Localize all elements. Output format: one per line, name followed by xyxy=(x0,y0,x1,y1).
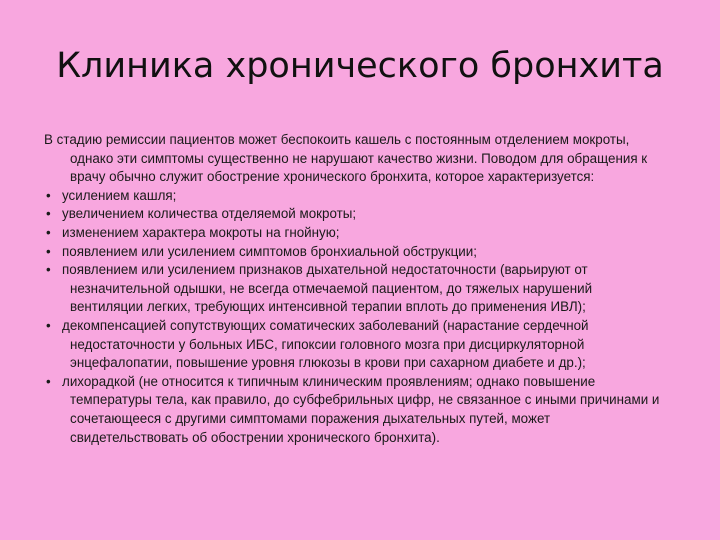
bullet-text: появлением или усилением признаков дыхательной недостаточности (варьируют от незначительной одышки, не всегда отмечаемой пациентом, до тяжелых нарушений вентиляции легких, требующих интенсивной терапии вплоть до применения ИВЛ); xyxy=(62,262,593,315)
bullet-text: лихорадкой (не относится к типичным клиническим проявлениям; однако повышение температуры тела, как правило, до субфебрильных цифр, не связанное с иными причинами и сочетающееся с другими симптомами поражения дыхательных путей, может свидетельствовать об обострении хронического бронхита). xyxy=(62,373,660,445)
bullet-dot-icon: • xyxy=(46,187,51,203)
bullet-text: декомпенсацией сопутствующих соматических заболеваний (нарастание сердечной недостаточности у больных ИБС, гипоксии головного мозга при дисциркуляторной энцефалопатии, повышение уровня глюкозы в крови при сахарном диабете и др.); xyxy=(62,317,589,371)
bullet-dot-icon: • xyxy=(46,206,51,222)
bullet-item xyxy=(44,224,664,243)
slide-title: Клиника хронического бронхита xyxy=(56,46,664,86)
bullet-item xyxy=(44,317,664,373)
intro-paragraph: В стадию ремиссии пациентов может беспокоить кашель с постоянным отделением мокроты, однако эти симптомы существенно не нарушают качество жизни. Поводом для обращения к врачу обычно служит обострение хронического бронхита, которое характеризуется: xyxy=(44,132,648,185)
bullet-item xyxy=(44,187,664,206)
bullet-item xyxy=(44,261,664,317)
bullet-item xyxy=(44,243,664,262)
bullet-dot-icon: • xyxy=(46,243,51,259)
slide-body xyxy=(44,131,664,447)
bullet-text: изменением характера мокроты на гнойную; xyxy=(62,224,340,240)
bullet-dot-icon: • xyxy=(46,262,51,278)
bullet-list xyxy=(44,187,664,447)
bullet-text: появлением или усилением симптомов бронхиальной обструкции; xyxy=(62,243,477,259)
bullet-text: увеличением количества отделяемой мокроты; xyxy=(62,206,357,222)
bullet-text: усилением кашля; xyxy=(62,187,177,203)
bullet-item xyxy=(44,205,664,224)
bullet-dot-icon: • xyxy=(46,373,51,389)
bullet-item xyxy=(44,373,664,447)
bullet-dot-icon: • xyxy=(46,317,51,333)
bullet-dot-icon: • xyxy=(46,224,51,240)
